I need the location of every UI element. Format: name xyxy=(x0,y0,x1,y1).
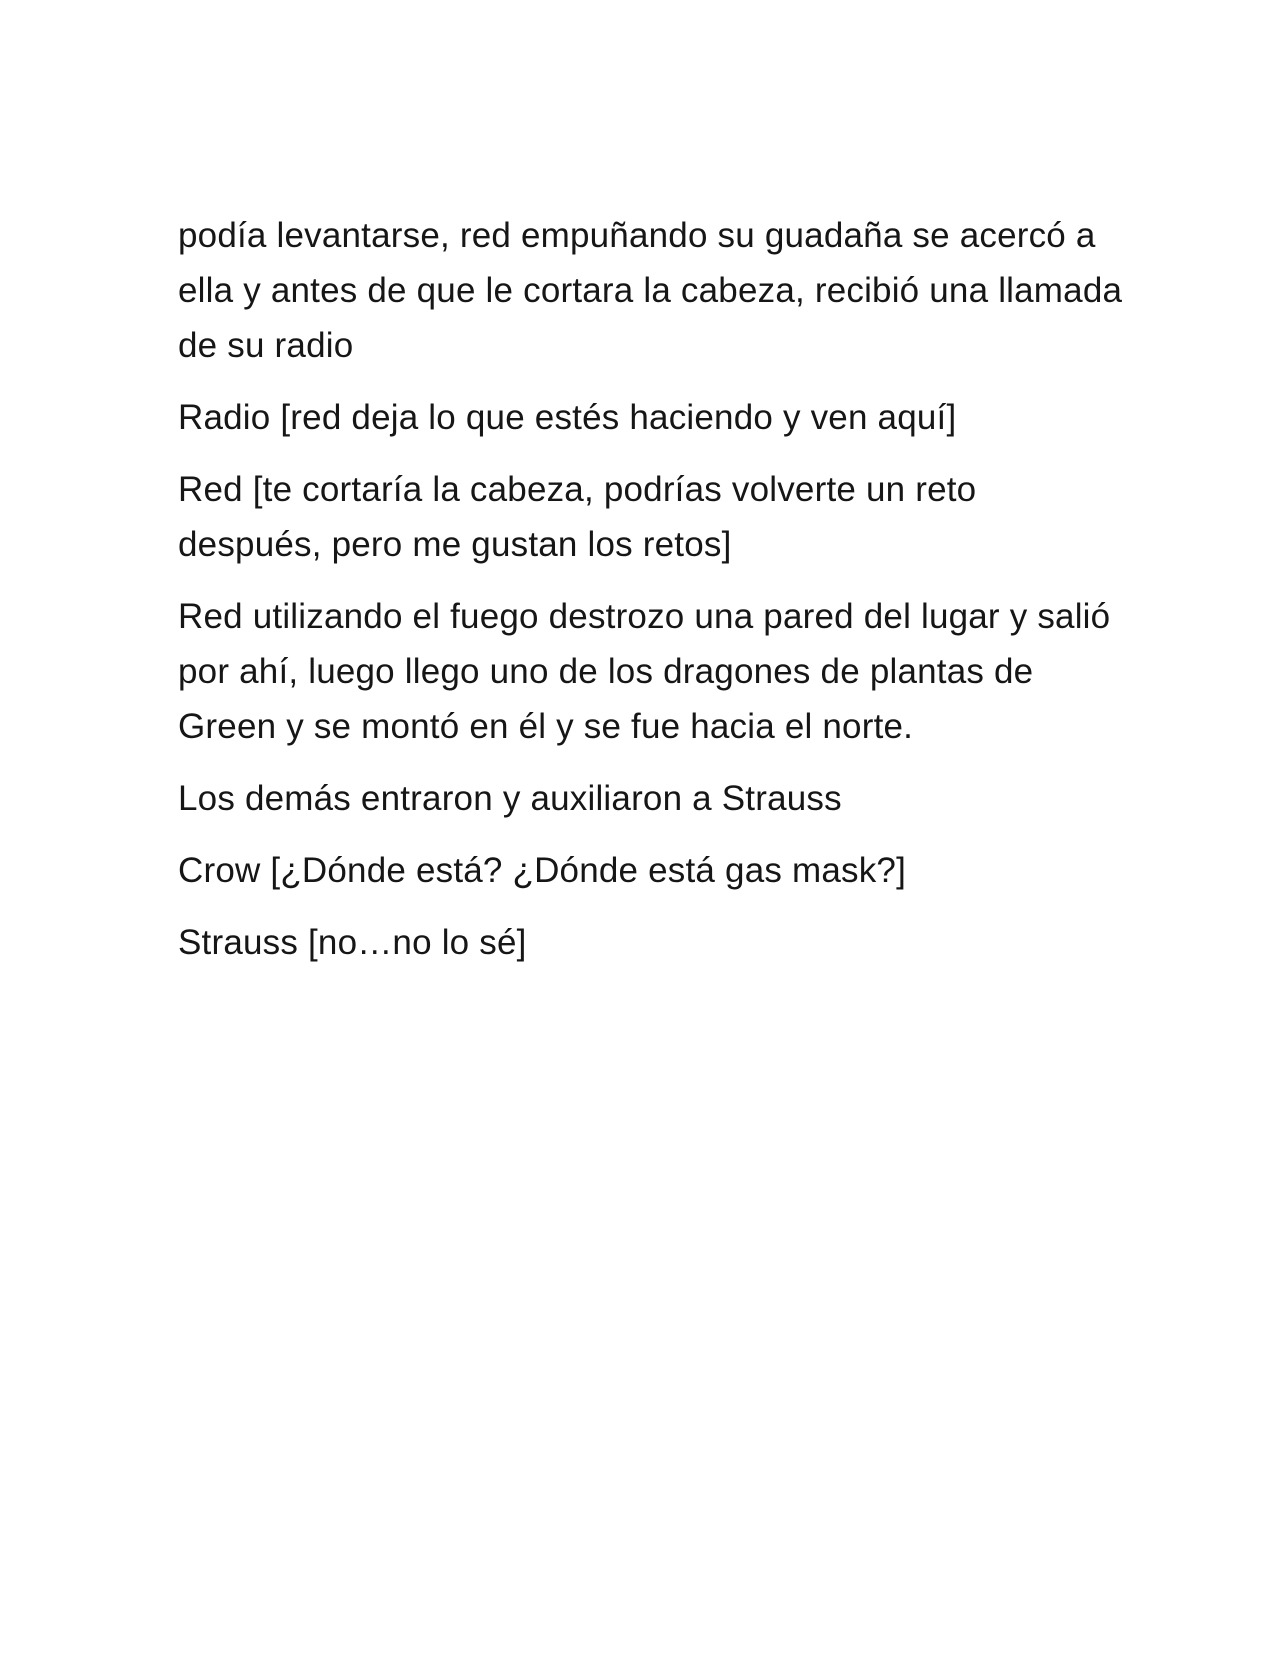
paragraph: Strauss [no…no lo sé] xyxy=(178,923,527,962)
paragraph: Crow [¿Dónde está? ¿Dónde está gas mask?] xyxy=(178,851,906,890)
paragraph: podía levantarse, red empuñando su guadaña se acercó a ella y antes de que le cortara la cabeza, recibió una llamada de su radio xyxy=(178,216,1123,365)
paragraph: Red [te cortaría la cabeza, podrías volverte un reto después, pero me gustan los retos] xyxy=(178,470,977,564)
paragraph: Radio [red deja lo que estés haciendo y ven aquí] xyxy=(178,398,957,437)
paragraph: Los demás entraron y auxiliaron a Strauss xyxy=(178,779,842,818)
document-body xyxy=(178,208,1128,987)
paragraph: Red utilizando el fuego destrozo una pared del lugar y salió por ahí, luego llego uno de los dragones de plantas de Green y se montó en él y se fue hacia el norte. xyxy=(178,597,1111,746)
